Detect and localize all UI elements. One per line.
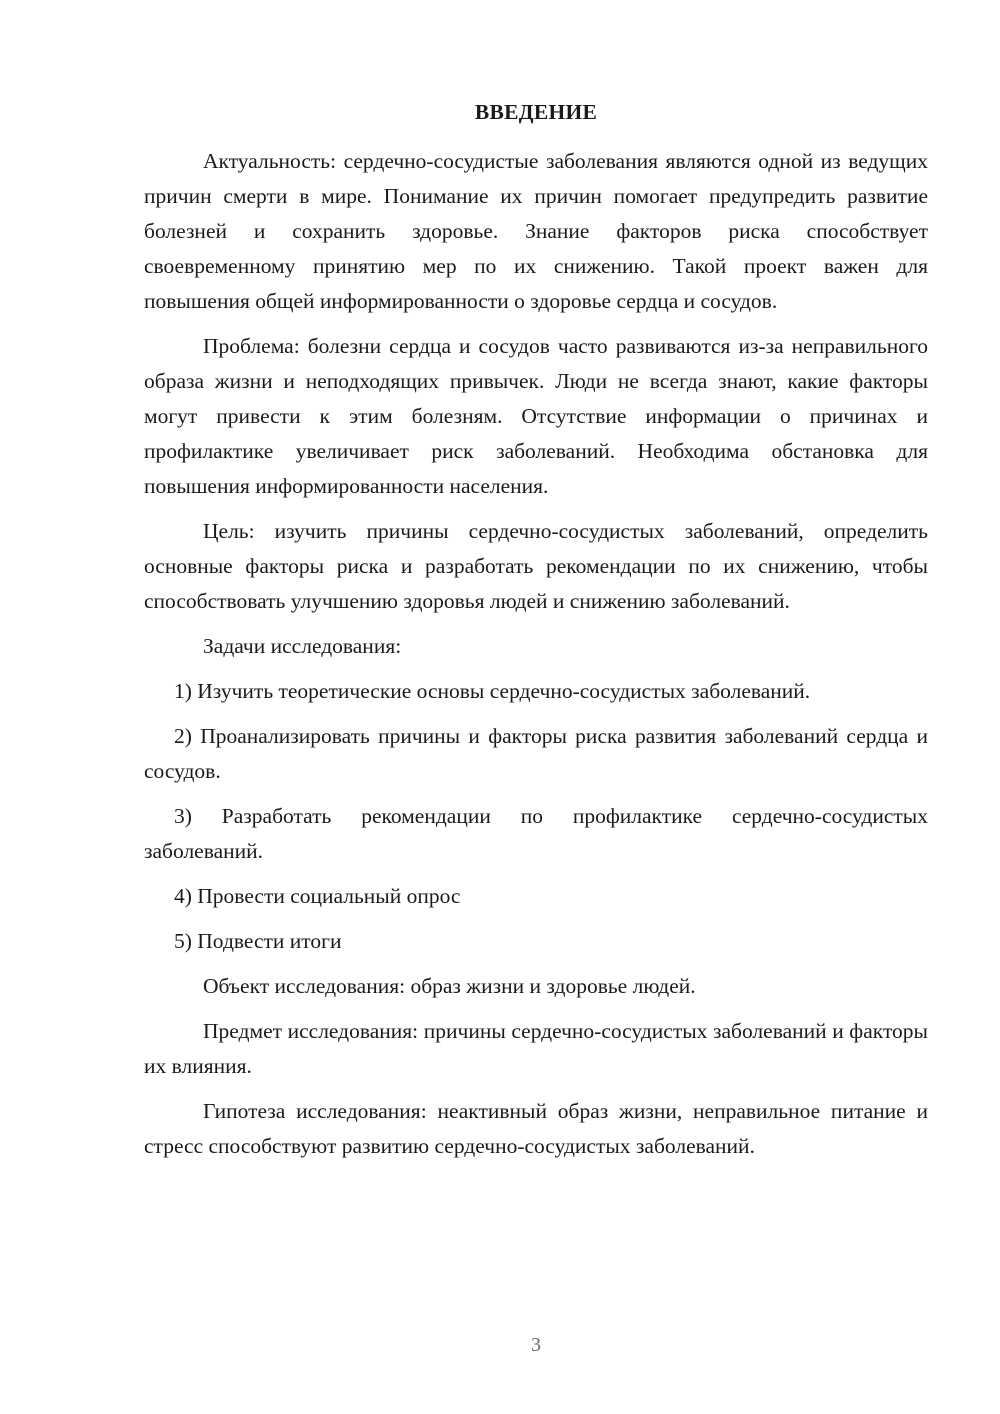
task-item-4: 4) Провести социальный опрос bbox=[174, 884, 461, 908]
task-item-2: 2) Проанализировать причины и факторы риска развития заболеваний сердца и сосудов. bbox=[144, 724, 928, 783]
paragraph-relevance: Актуальность: сердечно-сосудистые заболевания являются одной из ведущих причин смерти в мире. Понимание их причин помогает предупредить развитие болезней и сохранить здоровье. Знание факторов риска способствует своевременному принятию мер по их снижению. Такой проект важен для повышения общей информированности о здоровье сердца и сосудов. bbox=[144, 149, 928, 313]
paragraph-object: Объект исследования: образ жизни и здоровье людей. bbox=[203, 974, 696, 998]
task-item-3: 3) Разработать рекомендации по профилактике сердечно-сосудистых заболеваний. bbox=[144, 804, 928, 863]
section-title: ВВЕДЕНИЕ bbox=[474, 100, 598, 124]
tasks-heading: Задачи исследования: bbox=[203, 634, 402, 658]
paragraph-hypothesis: Гипотеза исследования: неактивный образ жизни, неправильное питание и стресс способствуют развитию сердечно-сосудистых заболеваний. bbox=[144, 1099, 928, 1158]
paragraph-problem: Проблема: болезни сердца и сосудов часто развиваются из-за неправильного образа жизни и неподходящих привычек. Люди не всегда знают, какие факторы могут привести к этим болезням. Отсутствие информации о причинах и профилактике увеличивает риск заболеваний. Необходима обстановка для повышения информированности населения. bbox=[144, 334, 928, 498]
task-item-5: 5) Подвести итоги bbox=[174, 929, 342, 953]
paragraph-goal: Цель: изучить причины сердечно-сосудистых заболеваний, определить основные факторы риска и разработать рекомендации по их снижению, чтобы способствовать улучшению здоровья людей и снижению заболеваний. bbox=[144, 519, 928, 613]
page-number: 3 bbox=[531, 1334, 541, 1356]
task-item-1: 1) Изучить теоретические основы сердечно-сосудистых заболеваний. bbox=[174, 679, 811, 703]
paragraph-subject: Предмет исследования: причины сердечно-сосудистых заболеваний и факторы их влияния. bbox=[144, 1019, 928, 1078]
document-page bbox=[144, 95, 928, 1174]
